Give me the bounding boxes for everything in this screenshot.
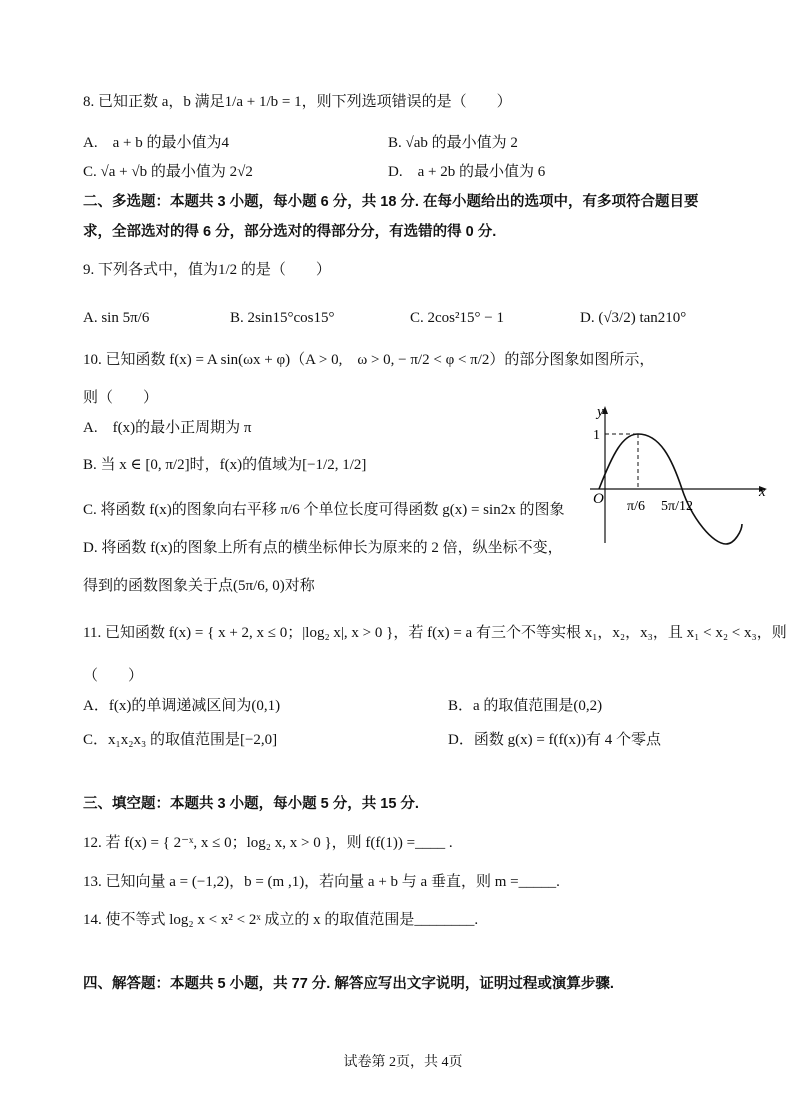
q10-stem: 10. 已知函数 f(x) = A sin(ωx + φ)（A > 0, ω > 0, − π/2 < φ < π/2）的部分图象如图所示， <box>83 352 655 368</box>
q10-option-d-line1: D. 将函数 f(x)的图象上所有点的横坐标伸长为原来的 2 倍，纵坐标不变， <box>83 540 563 556</box>
q10-then: 则（ ） <box>83 390 159 406</box>
origin-label: O <box>593 491 604 507</box>
q14-text: 14. 使不等式 log₂ x < x² < 2ˣ 成立的 x 的取值范围是________. <box>83 912 479 928</box>
q9-option-c: C. 2cos²15° − 1 <box>410 310 504 326</box>
q8-option-d: D. a + 2b 的最小值为 6 <box>388 164 546 180</box>
q11-option-c: C．x₁x₂x₃ 的取值范围是[−2,0] <box>83 732 278 748</box>
y-axis-label: y <box>597 404 604 420</box>
q10-option-c: C. 将函数 f(x)的图象向右平移 π/6 个单位长度可得函数 g(x) = sin2x 的图象 <box>83 502 565 518</box>
q8-option-b: B. √ab 的最小值为 2 <box>388 135 518 151</box>
q8-option-c: C. √a + √b 的最小值为 2√2 <box>83 164 253 180</box>
q10-option-a: A. f(x)的最小正周期为 π <box>83 420 252 436</box>
q9-option-d: D. (√3/2) tan210° <box>580 310 687 326</box>
q9-option-b: B. 2sin15°cos15° <box>230 310 335 326</box>
tick-pi-over-6: π/6 <box>627 499 645 514</box>
max-value-label: 1 <box>593 428 600 443</box>
x-axis-label: x <box>759 484 766 500</box>
page-footer: 试卷第 2页，共 4页 <box>343 1055 463 1070</box>
section3-heading: 三、填空题：本题共 3 小题，每小题 5 分，共 15 分. <box>83 796 419 812</box>
q11-option-a: A．f(x)的单调递减区间为(0,1) <box>83 698 281 714</box>
section2-heading-line1: 二、多选题：本题共 3 小题，每小题 6 分，共 18 分. 在每小题给出的选项中，有多项符合题目要 <box>83 194 699 210</box>
q8-option-a: A. a + b 的最小值为4 <box>83 135 229 151</box>
q11-paren: （ ） <box>83 668 144 684</box>
q9-option-a: A. sin 5π/6 <box>83 310 150 326</box>
q11-stem: 11. 已知函数 f(x) = { x + 2, x ≤ 0；|log₂ x|, x > 0 }，若 f(x) = a 有三个不等实根 x₁，x₂，x₃，且 x₁ < x₂ < x₃，则 <box>83 625 787 641</box>
q11-option-d: D．函数 g(x) = f(f(x))有 4 个零点 <box>448 732 662 748</box>
section2-heading-line2: 求，全部选对的得 6 分，部分选对的得部分分，有选错的得 0 分. <box>83 224 497 240</box>
q10-option-b: B. 当 x ∈ [0, π/2]时，f(x)的值域为[−1/2, 1/2] <box>83 457 367 473</box>
q12-text: 12. 若 f(x) = { 2⁻ˣ, x ≤ 0；log₂ x, x > 0 }，则 f(f(1)) =____ . <box>83 835 453 851</box>
q13-text: 13. 已知向量 a = (−1,2)，b = (m ,1)，若向量 a + b 与 a 垂直，则 m =_____. <box>83 874 560 890</box>
sine-graph <box>585 400 770 550</box>
q11-option-b: B．a 的取值范围是(0,2) <box>448 698 603 714</box>
q9-stem: 9. 下列各式中，值为1/2 的是（ ） <box>83 262 331 278</box>
q10-option-d-line2: 得到的函数图象关于点(5π/6, 0)对称 <box>83 578 315 594</box>
q8-stem: 8. 已知正数 a，b 满足1/a + 1/b = 1，则下列选项错误的是（ ） <box>83 94 512 110</box>
tick-5pi-over-12: 5π/12 <box>661 499 693 514</box>
section4-heading: 四、解答题：本题共 5 小题，共 77 分. 解答应写出文字说明，证明过程或演算步骤. <box>83 976 614 992</box>
